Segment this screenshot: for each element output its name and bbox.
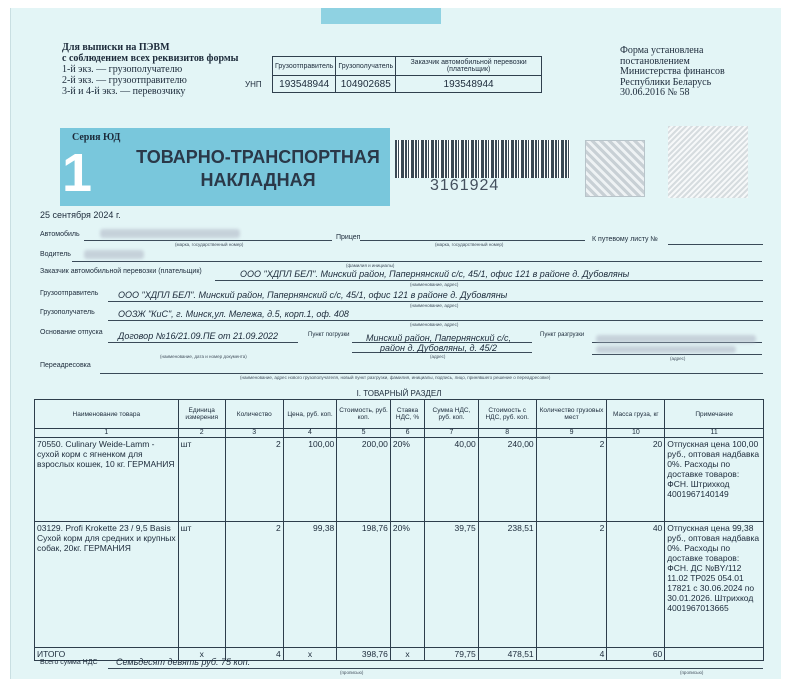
form-note-line: Форма установлена <box>620 45 704 56</box>
total-vat-rate: x <box>390 648 424 661</box>
col-number: 4 <box>283 429 337 438</box>
total-unit: x <box>178 648 225 661</box>
hologram-seal <box>668 126 748 198</box>
col-number: 8 <box>478 429 536 438</box>
unloading-label: Пункт разгрузки <box>540 332 585 338</box>
auto-label: Автомобиль <box>40 231 80 238</box>
total-places: 4 <box>536 648 607 661</box>
table-row <box>35 438 764 522</box>
vat-total-label: Всего сумма НДС <box>40 659 98 666</box>
customer-value: ООО "ХДПЛ БЕЛ". Минский район, Папернянский с/с, 45/1, офис 121 в районе д. Дубовляны <box>240 269 630 279</box>
form-note-line: Республики Беларусь <box>620 76 712 88</box>
item-vat-sum: 40,00 <box>425 438 479 522</box>
loading-value-2: район д. Дубовляны, д. 45/2 <box>380 343 498 353</box>
item-places: 2 <box>536 438 607 522</box>
col-number: 10 <box>607 429 665 438</box>
shipper-value: ООО "ХДПЛ БЕЛ". Минский район, Папернянский с/с, 45/1, офис 121 в районе д. Дубовляны <box>118 290 508 300</box>
consignee-unp: 104902685 <box>336 76 396 93</box>
col-number: 5 <box>337 429 391 438</box>
unloading-line-2 <box>592 354 762 355</box>
form-note-line: Министерства финансов <box>620 66 725 77</box>
col-number: 2 <box>178 429 225 438</box>
item-vat-sum: 39,75 <box>425 522 479 648</box>
unloading-caption: (адрес) <box>670 356 686 361</box>
driver-label: Водитель <box>40 251 71 258</box>
total-label: ИТОГО <box>35 648 179 661</box>
instr-bold-2: с соблюдением всех реквизитов формы <box>62 53 239 64</box>
item-qty: 2 <box>225 438 283 522</box>
customer-caption: (наименование, адрес) <box>410 282 459 287</box>
total-cost-vat: 478,51 <box>478 648 536 661</box>
instr-line-1: 1-й экз. — грузополучателю <box>62 64 183 75</box>
consignee-label: Грузополучатель <box>40 309 95 316</box>
auto-caption: (марка, государственный номер) <box>175 242 244 247</box>
col-header-places: Количество грузовых мест <box>536 400 607 429</box>
vat-total-line <box>108 668 763 669</box>
total-vat-sum: 79,75 <box>425 648 479 661</box>
unloading-redacted-2 <box>596 346 736 353</box>
basis-caption: (наименование, дата и номер документа) <box>160 354 247 359</box>
customer-unp: 193548944 <box>396 76 542 93</box>
instr-line-3: 3-й и 4-й экз. — перевозчику <box>62 86 186 97</box>
col-header-vat-sum: Сумма НДС, руб. коп. <box>425 400 479 429</box>
col-header-qty: Количество <box>225 400 283 429</box>
driver-redacted <box>84 250 144 259</box>
goods-table <box>34 399 764 661</box>
copy-number: 1 <box>62 143 93 203</box>
item-places: 2 <box>536 522 607 648</box>
driver-caption: (фамилия и инициалы) <box>346 263 395 268</box>
print-instructions <box>62 42 238 97</box>
readdress-label: Переадресовка <box>40 362 91 369</box>
vat-total-words: Семьдесят девять руб. 75 коп. <box>116 657 251 667</box>
parties-unp-table <box>272 56 542 93</box>
total-mass: 60 <box>607 648 665 661</box>
total-note <box>665 648 764 661</box>
instr-bold-1: Для выписки на ПЭВМ <box>62 42 170 53</box>
shipper-caption: (наименование, адрес) <box>410 303 459 308</box>
driver-line <box>72 261 762 262</box>
col-number: 1 <box>35 429 179 438</box>
shipper-unp-header: Грузоотправитель <box>273 57 336 76</box>
trailer-label: Прицеп <box>336 234 361 241</box>
item-unit: шт <box>178 522 225 648</box>
consignee-caption: (наименование, адрес) <box>410 322 459 327</box>
item-unit: шт <box>178 438 225 522</box>
col-header-unit: Единица измерения <box>178 400 225 429</box>
loading-label: Пункт погрузки <box>308 332 350 338</box>
item-cost-vat: 238,51 <box>478 522 536 648</box>
unp-label: УНП <box>245 80 262 89</box>
item-cost: 198,76 <box>337 522 391 648</box>
basis-label: Основание отпуска <box>40 329 103 336</box>
item-price: 100,00 <box>283 438 337 522</box>
col-header-mass: Масса груза, кг <box>607 400 665 429</box>
form-note-line: 30.06.2016 № 58 <box>620 87 690 98</box>
basis-line <box>108 342 298 343</box>
trailer-caption: (марка, государственный номер) <box>435 242 504 247</box>
loading-value-1: Минский район, Папернянский с/с, <box>366 333 512 343</box>
series-label: Серия ЮД <box>72 132 121 143</box>
barcode <box>395 140 570 178</box>
loading-caption: (адрес) <box>430 354 446 359</box>
customer-line <box>215 280 763 281</box>
item-mass: 40 <box>607 522 665 648</box>
col-header-cost: Стоимость, руб. коп. <box>337 400 391 429</box>
title-line-2: НАКЛАДНАЯ <box>200 170 316 190</box>
shipper-label: Грузоотправитель <box>40 290 99 297</box>
item-vat-rate: 20% <box>390 522 424 648</box>
item-mass: 20 <box>607 438 665 522</box>
shipper-line <box>108 301 763 302</box>
col-number: 3 <box>225 429 283 438</box>
consignee-unp-header: Грузополучатель <box>336 57 396 76</box>
document-title <box>128 146 388 192</box>
goods-section-title: I. ТОВАРНЫЙ РАЗДЕЛ <box>356 389 442 398</box>
col-header-price: Цена, руб. коп. <box>283 400 337 429</box>
auto-redacted <box>100 229 240 238</box>
col-number: 7 <box>425 429 479 438</box>
document-number: 3161924 <box>430 177 500 194</box>
item-name: 03129. Profi Krokette 23 / 9,5 Basis Сухой корм для средних и крупных собак, 20кг. ГЕРМАНИЯ <box>35 522 179 648</box>
auto-line <box>84 240 332 241</box>
instr-line-2: 2-й экз. — грузоотправителю <box>62 75 187 86</box>
waybill-line <box>668 244 763 245</box>
item-cost: 200,00 <box>337 438 391 522</box>
col-header-vat-rate: Ставка НДС, % <box>390 400 424 429</box>
title-line-1: ТОВАРНО-ТРАНСПОРТНАЯ <box>136 147 380 167</box>
sum-words-caption: (прописью) <box>680 670 704 675</box>
customer-label: Заказчик автомобильной перевозки (плательщик) <box>40 268 202 275</box>
item-name: 70550. Culinary Weide-Lamm - сухой корм с ягненком для взрослых кошек, 10 кг. ГЕРМАНИЯ <box>35 438 179 522</box>
hologram <box>585 140 645 197</box>
vat-words-caption: (прописью) <box>340 670 364 675</box>
total-qty: 4 <box>225 648 283 661</box>
document-date: 25 сентября 2024 г. <box>40 210 121 220</box>
waybill-label: К путевому листу № <box>592 236 658 243</box>
unloading-redacted-1 <box>596 335 756 343</box>
readdress-caption: (наименование, адрес нового грузополучателя, новый пункт разгрузки, фамилия, инициалы, подпись, лицо, принявшего решение о переадресовке) <box>240 375 551 380</box>
trailer-line <box>360 240 585 241</box>
item-vat-rate: 20% <box>390 438 424 522</box>
customer-unp-header: Заказчик автомобильной перевозки (плательщик) <box>396 57 542 76</box>
table-row <box>35 522 764 648</box>
item-note: Отпускная цена 99,38 руб., оптовая надбавка 0%. Расходы по доставке товаров: ФСН. ДС №BY/112 11.02 ТР025 054.01 17821 с 30.06.2024 по 30.01.2026. Штрихкод 4001967013665 <box>665 522 764 648</box>
col-header-cost-vat: Стоимость с НДС, руб. коп. <box>478 400 536 429</box>
col-header-note: Примечание <box>665 400 764 429</box>
item-qty: 2 <box>225 522 283 648</box>
col-number: 9 <box>536 429 607 438</box>
total-cost: 398,76 <box>337 648 391 661</box>
total-price: x <box>283 648 337 661</box>
col-header-name: Наименование товара <box>35 400 179 429</box>
item-price: 99,38 <box>283 522 337 648</box>
col-number: 6 <box>390 429 424 438</box>
form-note-line: постановлением <box>620 55 690 67</box>
consignee-line <box>108 320 763 321</box>
basis-value: Договор №16/21.09.ПЕ от 21.09.2022 <box>118 331 279 341</box>
form-note <box>620 46 725 99</box>
item-cost-vat: 240,00 <box>478 438 536 522</box>
readdress-line <box>100 373 763 374</box>
col-number: 11 <box>665 429 764 438</box>
item-note: Отпускная цена 100,00 руб., оптовая надбавка 0%. Расходы по доставке товаров: ФСН. Штрихкод 4001967140149 <box>665 438 764 522</box>
consignee-value: ООЗЖ "КиС", г. Минск,ул. Мележа, д.5, корп.1, оф. 408 <box>118 309 349 319</box>
shipper-unp: 193548944 <box>273 76 336 93</box>
